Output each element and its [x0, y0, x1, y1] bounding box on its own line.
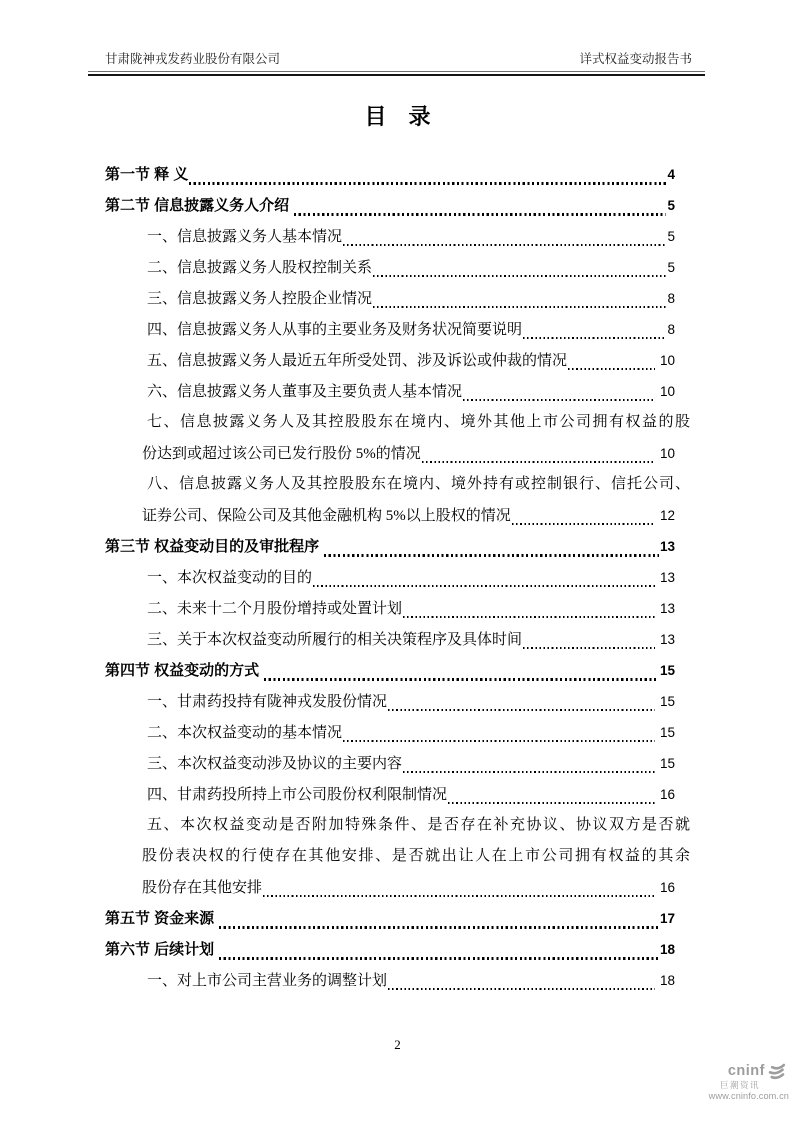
dot-leader: [373, 275, 666, 277]
toc-entry[interactable]: [105, 748, 690, 779]
toc-entry[interactable]: [105, 965, 690, 996]
page-header: [105, 49, 692, 67]
toc-page-number: 10: [656, 353, 675, 368]
toc-entry[interactable]: [105, 376, 690, 407]
toc-page-number: 12: [656, 508, 675, 523]
toc-page-number: 15: [656, 694, 675, 709]
toc-entry[interactable]: [105, 624, 690, 655]
toc-entry-text: 第一节 释 义: [105, 166, 189, 183]
toc-entry-text: 六、信息披露义务人董事及主要负责人基本情况: [147, 384, 463, 400]
toc-entry[interactable]: [105, 934, 690, 965]
toc-page-number: 15: [656, 756, 675, 771]
toc-entry-text: 一、本次权益变动的目的: [147, 570, 313, 586]
toc-entry-text: 八、信息披露义务人及其控股股东在境内、境外持有或控制银行、信托公司、: [147, 476, 690, 492]
toc-page-number: 10: [656, 446, 675, 461]
toc-entry[interactable]: [105, 593, 690, 624]
dot-leader: [343, 740, 655, 742]
toc-entry-text: 第六节 后续计划: [105, 941, 219, 958]
dot-leader: [264, 678, 659, 681]
toc-entry[interactable]: [105, 283, 690, 314]
dot-leader: [463, 399, 655, 401]
cninfo-chinese-name: 巨潮资讯: [719, 1080, 760, 1090]
toc-entry-text: 三、本次权益变动涉及协议的主要内容: [147, 756, 403, 772]
toc-entry[interactable]: [105, 655, 690, 686]
toc-entry-text: 四、信息披露义务人从事的主要业务及财务状况简要说明: [147, 322, 523, 338]
toc-entry[interactable]: [105, 314, 690, 345]
dot-leader: [388, 988, 655, 990]
toc-entry-text: 股份表决权的行使存在其他安排、是否就出让人在上市公司拥有权益的其余: [142, 848, 690, 864]
toc-page-number: 18: [656, 973, 675, 988]
toc-entry[interactable]: [105, 903, 690, 934]
dot-leader: [324, 554, 659, 557]
toc-entry-text: 五、本次权益变动是否附加特殊条件、是否存在补充协议、协议双方是否就: [147, 817, 690, 833]
toc-page-number: 16: [656, 880, 675, 895]
toc-entry-text: 第三节 权益变动目的及审批程序: [105, 538, 324, 555]
toc-entry-text: 七、信息披露义务人及其控股股东在境内、境外其他上市公司拥有权益的股: [147, 414, 690, 430]
header-divider-line: [88, 71, 705, 76]
toc-entry[interactable]: [105, 469, 690, 531]
toc-entry-text: 三、关于本次权益变动所履行的相关决策程序及具体时间: [147, 632, 523, 648]
dot-leader: [388, 709, 655, 711]
toc-page-number: 13: [656, 601, 675, 616]
toc-page-number: 8: [667, 291, 675, 306]
cninfo-brand-text: cninf: [727, 1062, 765, 1079]
dot-leader: [403, 771, 655, 773]
toc-page-number: 8: [667, 322, 675, 337]
toc-entry-text: 四、甘肃药投所持上市公司股份权利限制情况: [147, 787, 448, 803]
dot-leader: [219, 957, 659, 960]
toc-entry-text: 二、未来十二个月股份增持或处置计划: [147, 601, 403, 617]
dot-leader: [422, 461, 655, 463]
toc-page-number: 5: [667, 198, 675, 213]
toc-page-number: 15: [656, 725, 675, 740]
cninfo-watermark: [700, 1062, 790, 1101]
toc-entry[interactable]: [105, 531, 690, 562]
toc-entry-text: 二、本次权益变动的基本情况: [147, 725, 343, 741]
dot-leader: [313, 585, 655, 587]
toc-page-number: 4: [667, 167, 675, 182]
page-title: 目 录: [364, 104, 431, 129]
toc-page-number: 13: [659, 539, 675, 554]
toc-entry[interactable]: [105, 810, 690, 903]
toc-page-number: 17: [659, 911, 675, 926]
header-company-name: 甘肃陇神戎发药业股份有限公司: [105, 52, 281, 66]
dot-leader: [373, 306, 666, 308]
toc-entry[interactable]: [105, 159, 690, 190]
dot-leader: [219, 926, 659, 929]
toc-entry-text: 第二节 信息披露义务人介绍: [105, 197, 294, 214]
dot-leader: [448, 802, 655, 804]
toc-page-number: 15: [659, 663, 675, 678]
toc-entry[interactable]: [105, 221, 690, 252]
toc-entry-text: 三、信息披露义务人控股企业情况: [147, 291, 373, 307]
toc-page-number: 5: [667, 229, 675, 244]
cninfo-swirl-icon: [766, 1062, 787, 1081]
toc-entry[interactable]: [105, 407, 690, 469]
toc-page-number: 16: [656, 787, 675, 802]
toc-entry[interactable]: [105, 779, 690, 810]
toc-entry[interactable]: [105, 252, 690, 283]
toc-page-number: 13: [656, 570, 675, 585]
dot-leader: [263, 895, 655, 897]
toc-entry[interactable]: [105, 190, 690, 221]
cninfo-url: www.cninfo.com.cn: [708, 1091, 789, 1102]
toc-entry-text: 第四节 权益变动的方式: [105, 662, 264, 679]
toc-entry-text: 一、对上市公司主营业务的调整计划: [147, 973, 388, 989]
toc-entry[interactable]: [105, 345, 690, 376]
dot-leader: [343, 244, 666, 246]
dot-leader: [294, 213, 666, 216]
toc-entry[interactable]: [105, 562, 690, 593]
toc-entry-text: 一、甘肃药投持有陇神戎发股份情况: [147, 694, 388, 710]
dot-leader: [568, 368, 655, 370]
toc-list: [105, 159, 690, 996]
dot-leader: [403, 616, 655, 618]
toc-entry-text: 份达到或超过该公司已发行股份 5%的情况: [142, 446, 421, 462]
toc-entry-text: 一、信息披露义务人基本情况: [147, 229, 343, 245]
toc-page-number: 10: [656, 384, 675, 399]
toc-page-number: 13: [656, 632, 675, 647]
dot-leader: [523, 647, 655, 649]
toc-entry[interactable]: [105, 717, 690, 748]
dot-leader: [189, 182, 666, 185]
toc-entry-text: 证券公司、保险公司及其他金融机构 5%以上股权的情况: [142, 508, 511, 524]
dot-leader: [523, 337, 666, 339]
toc-entry[interactable]: [105, 686, 690, 717]
toc-entry-text: 五、信息披露义务人最近五年所受处罚、涉及诉讼或仲裁的情况: [147, 353, 568, 369]
toc-entry-text: 股份存在其他安排: [142, 880, 263, 896]
footer-page-number: 2: [394, 1037, 401, 1052]
toc-entry-text: 二、信息披露义务人股权控制关系: [147, 260, 373, 276]
header-report-title: 详式权益变动报告书: [579, 52, 692, 66]
toc-page-number: 5: [667, 260, 675, 275]
dot-leader: [512, 523, 655, 525]
toc-page-number: 18: [659, 942, 675, 957]
toc-entry-text: 第五节 资金来源: [105, 910, 219, 927]
